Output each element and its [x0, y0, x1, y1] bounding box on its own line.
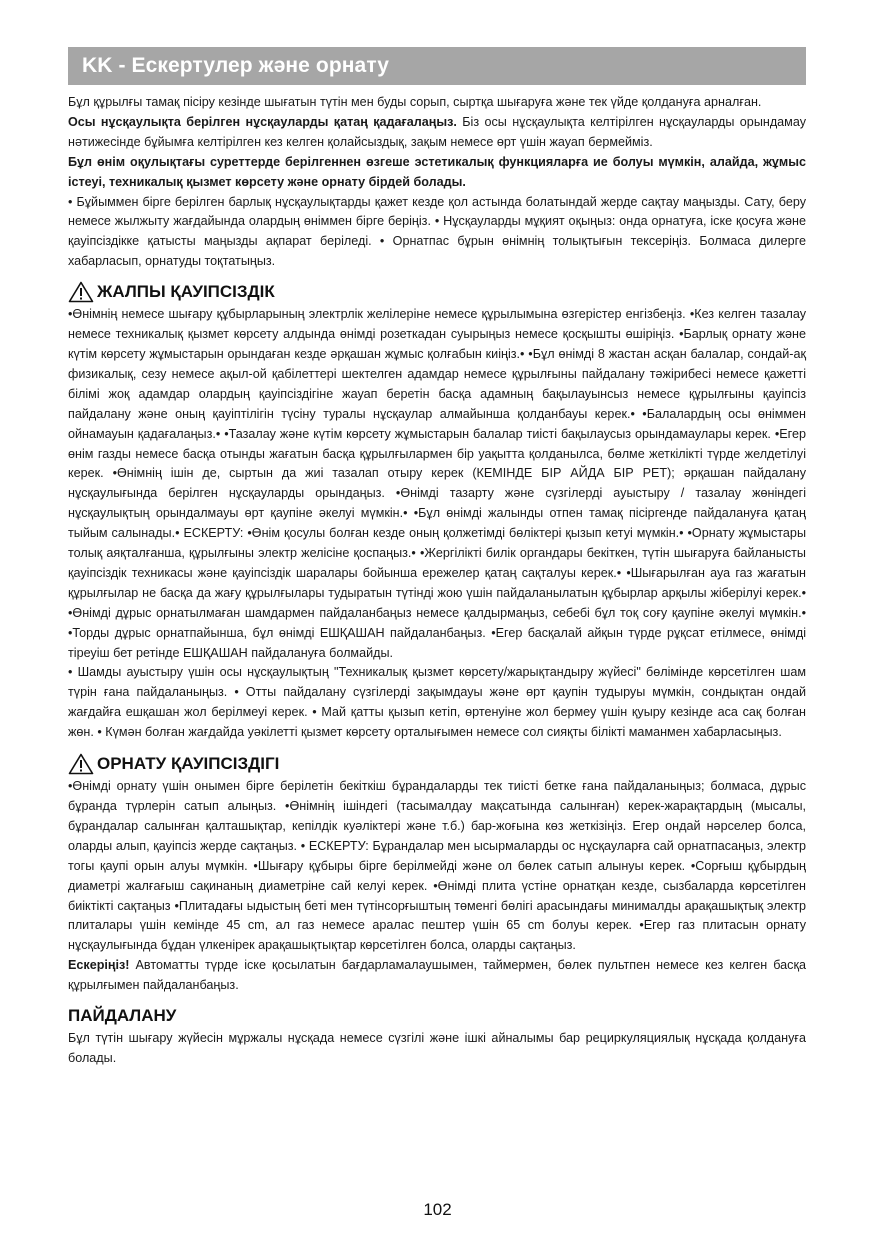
install-safety-heading-text: ОРНАТУ ҚАУІПСІЗДІГІ: [97, 754, 280, 774]
install-safety-note-text: Автоматты түрде іске қосылатын бағдарламалаушымен, таймермен, бөлек пультпен немесе кез келген басқа құрылғымен пайдаланбаңыз.: [68, 958, 806, 993]
intro-paragraph-2: [68, 113, 806, 153]
document-page: [68, 47, 806, 1069]
usage-heading: [68, 1006, 806, 1026]
install-safety-note: [68, 956, 806, 996]
general-safety-heading: [68, 281, 806, 303]
usage-heading-text: ПАЙДАЛАНУ: [68, 1006, 177, 1026]
warning-triangle-icon: [68, 753, 94, 775]
warning-triangle-icon: [68, 281, 94, 303]
intro-paragraph-4: • Бұйыммен бірге берілген барлық нұсқаулықтарды қажет кезде қол астында болатындай жерде сақтау маңызды. Сату, беру немесе жылжыту жағдайында олардың өніммен бірге беріңіз. • Нұсқауларды мұқият оқыңыз: онда орнатуға, іске қосуға және қауіпсіздікке қатысты маңызды ақпарат беріледі. • Орнатпас бұрын өнімнің толықтығын тексеріңіз. Болмаса дилерге хабарласып, орнатуды тоқтатыңыз.: [68, 194, 806, 269]
usage-paragraph-1: Бұл түтін шығару жүйесін мұржалы нұсқада немесе сүзгілі және ішкі айналымы бар рециркуляциялық нұсқада қолдануға болады.: [68, 1031, 806, 1065]
install-safety-note-label: Ескеріңіз!: [68, 958, 130, 973]
intro-paragraph-2-bold: Осы нұсқаулықта берілген нұсқауларды қатаң қадағалаңыз.: [68, 114, 457, 129]
general-safety-paragraph-1: •Өнімнің немесе шығару құбырларының электрлік желілеріне немесе құрылымына өзгерістер енгізбеңіз. •Кез келген тазалау немесе техникалық қызмет көрсету алдында өнімді розеткадан суырыңыз немесе қосқышты өшіріңіз. •Барлық орнату және күтім көрсету жұмыстарын орындаған кезде әрқашан жұмыс қолғабын киіңіз.• •Бұл өнімді 8 жастан асқан балалар, сондай-ақ физикалық, сезу немесе ақыл-ой қабілеттері шектелген адамдар немесе құрылғыны пайдалану тәжірибесі немесе қажетті білімі жоқ адамдар олардың қауіпсіздігіне жауап беретін басқа адамның бақылауынсыз немесе құрылғыны қауіпсіз пайдалану және оның қауіптілігін түсіну туралы нұсқаулар алмайынша қолданбауы керек.• •Балалардың осы өніммен ойнамауын қадағалаңыз.• •Тазалау және күтім көрсету жұмыстарын балалар тиісті бақылаусыз орындамаулары керек. •Егер өнім газды немесе басқа отынды жағатын басқа құрылғылармен бір уақытта қолданылса, бөлме жеткілікті түрде желдетілуі керек. •Өнімнің ішін де, сыртын да жиі тазалап отыру керек (КЕМІНДЕ БІР АЙДА БІР РЕТ); әрқашан пайдалану нұсқаулығында берілген нұсқауларды орындаңыз. •Өнімді тазарту және сүзгілерді ауыстыру / тазалау жөніндегі нұсқаулықтың орындалмауы өрт қаупіне әкелуі мүмкін.• •Бұл өнімді жалынды отпен тамақ пісіргенде пайдалануға қатаң тыйым салынады.• ЕСКЕРТУ: •Өнім қосулы болған кезде оның қолжетімді бөліктері қызып кетуі мүмкін.• •Орнату жұмыстары толық аяқталғанша, құрылғыны электр желісіне қоспаңыз.• •Жергілікті билік органдары бекіткен, түтін шығаруға байланысты қауіпсіздік техникасы және қауіпсіздік шаралары бойынша ережелер қатаң сақталуы керек.• •Шығарылған ауа газ жағатын құрылғылар не басқа да жағу құрылғылары тудыратын түтінді жою үшін пайдаланылатын құбырлар арқылы жіберілуі керек.• •Өнімді дұрыс орнатылмаған шамдармен пайдаланбаңыз немесе қалдырмаңыз, себебі бұл тоқ соғу қаупіне әкелуі мүмкін.• •Торды дұрыс орнатпайынша, бұл өнімді ЕШҚАШАН пайдаланбаңыз. •Егер басқалай айқын түрде рұқсат етілмесе, өнімді тіреуіш бет ретінде ЕШҚАШАН пайдалануға болмайды.: [68, 307, 806, 660]
page-number: 102: [423, 1200, 452, 1219]
install-safety-heading: [68, 753, 806, 775]
general-safety-heading-text: ЖАЛПЫ ҚАУІПСІЗДІК: [97, 282, 275, 302]
page-title: KK - Ескертулер және орнату: [82, 54, 390, 77]
section-title-bar: [68, 47, 806, 85]
install-safety-paragraph-1: •Өнімді орнату үшін онымен бірге берілетін бекіткіш бұрандаларды тек тиісті бетке ғана пайдаланыңыз; болмаса, дұрыс бұранда түрлерін сатып алыңыз. •Өнімнің ішіндегі (тасымалдау мақсатында салынған) керек-жарақтардың (мысалы, бұрандалар салынған қалташықтар, кепілдік куәліктері және т.б.) бар-жоғына көз жеткізіңіз. Егер ондай нәрселер болса, оларды алып, қауіпсіз жерде сақтаңыз. • ЕСКЕРТУ: Бұрандалар мен ысырмаларды ос нұсқауларға сай орнатпасаңыз, электр тогы қаупі орын алуы мүмкін. •Шығару құбыры бірге берілмейді және ол бөлек сатып алынуы керек. •Сорғыш құбырдың диаметрі жалғағыш сақинаның диаметріне сай келуі керек. •Өнімді плита үстіне орнатқан кезде, сызбаларда көрсетілген биіктікті сақтаңыз •Плитадағы ыдыстың беті мен түтінсорғыштың төменгі бөлігі арасындағы минималды арақашықтық электр плиталары үшін кемінде 45 cm, ал газ немесе аралас пештер үшін 65 cm болуы керек. •Егер газ плитасын орнату нұсқаулығында бұдан үлкенірек арақашықтықтар көрсетілген болса, оларды сақтаңыз.: [68, 779, 806, 953]
intro-paragraph-2-text: Біз осы нұсқаулықта келтірілген нұсқауларды орындамау нәтижесінде бұйымға келтірілген кез келген қолайсыздық, зақым немесе өрт үшін жауап бермейміз.: [68, 114, 806, 149]
intro-paragraph-1: Бұл құрылғы тамақ пісіру кезінде шығатын түтін мен буды сорып, сыртқа шығаруға және тек үйде қолдануға арналған.: [68, 95, 762, 109]
general-safety-paragraph-2: • Шамды ауыстыру үшін осы нұсқаулықтың "Техникалық қызмет көрсету/жарықтандыру жүйесі" бөлімінде көрсетілген шам түрін ғана пайдаланыңыз. • Отты пайдалану сүзгілерді зақымдауы және өрт қаупін тудыруы мүмкін, сондықтан ондай жағдайға ешқашан жол берілмеуі керек. • Май қатты қызып кетіп, өртенуіне жол бермеу үшін қуыру кезінде аса сақ болған жөн. • Күмән болған жағдайда уәкілетті қызмет көрсету орталығымен немесе сол сияқты білікті маманмен хабарласыңыз.: [68, 665, 806, 740]
intro-paragraph-3: Бұл өнім оқулықтағы суреттерде берілгеннен өзгеше эстетикалық функцияларға ие болуы мүмкін, алайда, жұмыс істеуі, техникалық қызмет көрсету және орнату бірдей болады.: [68, 154, 806, 189]
